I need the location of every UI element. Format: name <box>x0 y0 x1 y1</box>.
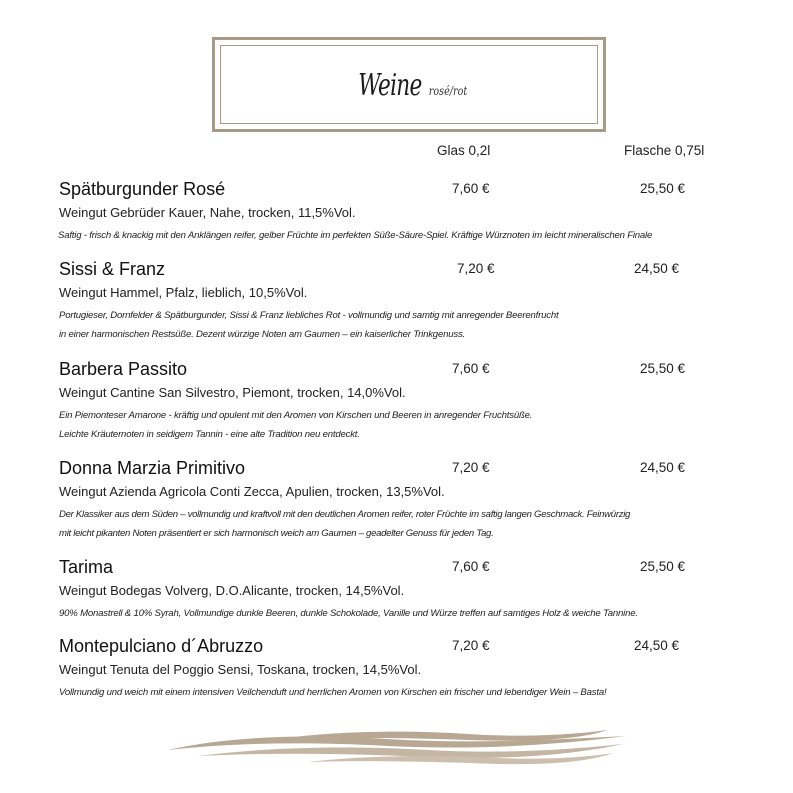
glass-price: 7,60 € <box>452 181 490 196</box>
wine-description-line: mit leicht pikanten Noten präsentiert er sich harmonisch weich am Gaumen – geadelter Genuss für jeden Tag. <box>59 528 494 539</box>
wine-description-line: Portugieser, Dornfelder & Spätburgunder, Sissi & Franz liebliches Rot - vollmundig und samtig mit anregender Beerenfrucht <box>59 310 559 321</box>
wine-producer: Weingut Gebrüder Kauer, Nahe, trocken, 11,5%Vol. <box>59 205 356 220</box>
wine-name: Donna Marzia Primitivo <box>59 458 246 478</box>
bottle-price: 24,50 € <box>640 460 686 475</box>
menu-title <box>221 68 597 103</box>
bottle-price: 24,50 € <box>634 638 680 653</box>
wine-name: Sissi & Franz <box>59 259 166 279</box>
bottle-price: 25,50 € <box>640 559 686 574</box>
wine-description <box>58 226 652 245</box>
glass-price: 7,60 € <box>452 361 490 376</box>
decorative-swash <box>168 722 628 772</box>
wine-description <box>59 683 606 702</box>
wine-description-line: Ein Piemonteser Amarone - kräftig und opulent mit den Aromen von Kirschen und Beeren in anregender Fruchtsüße. <box>59 410 533 421</box>
wine-name: Spätburgunder Rosé <box>59 179 226 199</box>
wine-producer: Weingut Cantine San Silvestro, Piemont, trocken, 14,0%Vol. <box>59 385 406 400</box>
wine-name: Tarima <box>59 557 114 577</box>
wine-producer: Weingut Azienda Agricola Conti Zecca, Apulien, trocken, 13,5%Vol. <box>59 484 445 499</box>
wine-description-line: Vollmundig und weich mit einem intensiven Veilchenduft und herrlichen Aromen von Kirschen ein frischer und lebendiger Wein – Basta! <box>59 687 607 698</box>
wine-producer: Weingut Hammel, Pfalz, lieblich, 10,5%Vol. <box>59 285 308 300</box>
wine-description-line: Der Klassiker aus dem Süden – vollmundig und kraftvoll mit den deutlichen Aromen reifer, roter Früchte im saftig langen Geschmack. Feinwürzig <box>59 509 631 520</box>
wine-producer: Weingut Tenuta del Poggio Sensi, Toskana, trocken, 14,5%Vol. <box>59 662 422 677</box>
glass-price: 7,20 € <box>457 261 495 276</box>
wine-name: Montepulciano d´Abruzzo <box>59 636 264 656</box>
wine-description <box>59 604 638 623</box>
title-frame <box>212 37 606 132</box>
column-header-glass: Glas 0,2l <box>437 143 491 158</box>
bottle-price: 24,50 € <box>634 261 680 276</box>
wine-name: Barbera Passito <box>59 359 188 379</box>
glass-price: 7,20 € <box>452 638 490 653</box>
glass-price: 7,60 € <box>452 559 490 574</box>
glass-price: 7,20 € <box>452 460 490 475</box>
wine-description-line: in einer harmonischen Restsüße. Dezent würzige Noten am Gaumen – ein kaiserlicher Trinkgenuss. <box>59 329 466 340</box>
wine-description-line: Leichte Kräuternoten in seidigem Tannin - eine alte Tradition neu entdeckt. <box>59 429 360 440</box>
bottle-price: 25,50 € <box>640 361 686 376</box>
wine-description <box>59 306 558 344</box>
menu-title-main: Weine <box>358 68 422 103</box>
wine-description-line: Saftig - frisch & knackig mit den Anklängen reifer, gelber Früchte im perfekten Süße-Säure-Spiel. Kräftige Würznoten im leicht mineralischen Finale <box>58 230 653 241</box>
wine-description <box>59 505 630 543</box>
wine-producer: Weingut Bodegas Volverg, D.O.Alicante, trocken, 14,5%Vol. <box>59 583 405 598</box>
wine-description-line: 90% Monastrell & 10% Syrah, Vollmundige dunkle Beeren, dunkle Schokolade, Vanille und Würze treffen auf samtiges Holz & weiche Tannine. <box>59 608 638 619</box>
wine-description <box>59 406 532 444</box>
title-frame-inner <box>220 45 598 124</box>
menu-title-subtitle: rosé/rot <box>428 84 468 98</box>
column-header-bottle: Flasche 0,75l <box>624 143 705 158</box>
bottle-price: 25,50 € <box>640 181 686 196</box>
